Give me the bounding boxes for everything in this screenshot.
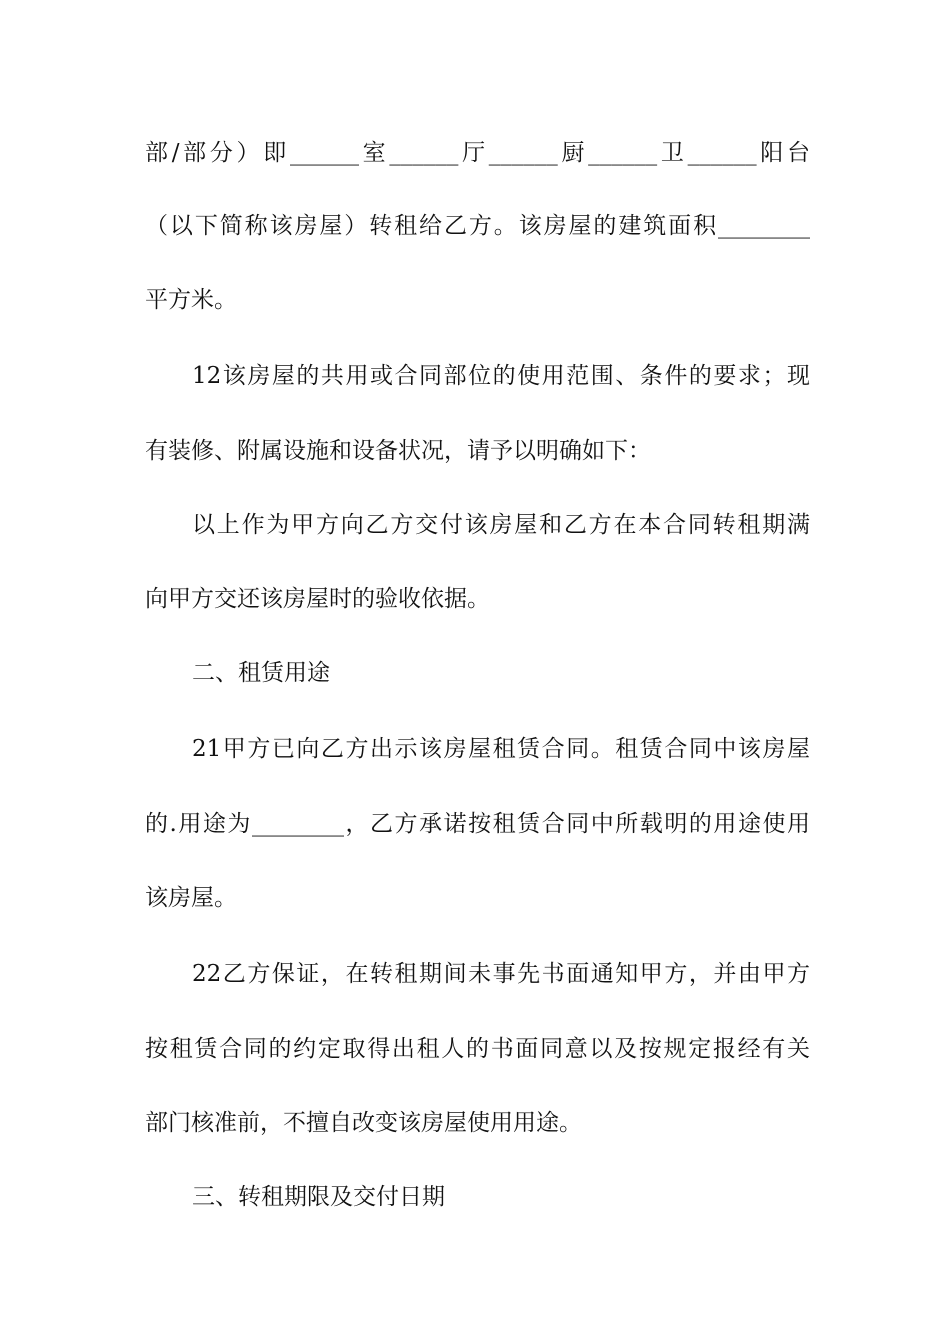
paragraph-start-line: 21甲方已向乙方出示该房屋租赁合同。租赁合同中该房屋 — [192, 736, 810, 762]
text-line: 部门核准前，不擅自改变该房屋使用用途。 — [145, 1110, 582, 1136]
paragraph-start-line: 12该房屋的共用或合同部位的使用范围、条件的要求；现 — [192, 363, 810, 389]
text-line: 向甲方交还该房屋时的验收依据。 — [145, 586, 490, 612]
paragraph-start-line: 22乙方保证，在转租期间未事先书面通知甲方，并由甲方 — [192, 961, 810, 987]
text-line: （以下简称该房屋）转租给乙方。该房屋的建筑面积________ — [145, 213, 810, 239]
text-line: 该房屋。 — [145, 885, 237, 911]
section-heading: 二、租赁用途 — [192, 660, 330, 686]
text-line: 按租赁合同的约定取得出租人的书面同意以及按规定报经有关 — [145, 1036, 810, 1062]
text-line: 有装修、附属设施和设备状况，请予以明确如下： — [145, 438, 651, 464]
text-line: 的.用途为________，乙方承诺按租赁合同中所载明的用途使用 — [145, 811, 810, 837]
text-line: 部/部分）即______室______厅______厨______卫______阳台 — [145, 140, 810, 166]
section-heading: 三、转租期限及交付日期 — [192, 1184, 445, 1210]
paragraph-start-line: 以上作为甲方向乙方交付该房屋和乙方在本合同转租期满 — [192, 512, 810, 538]
text-line: 平方米。 — [145, 287, 237, 313]
